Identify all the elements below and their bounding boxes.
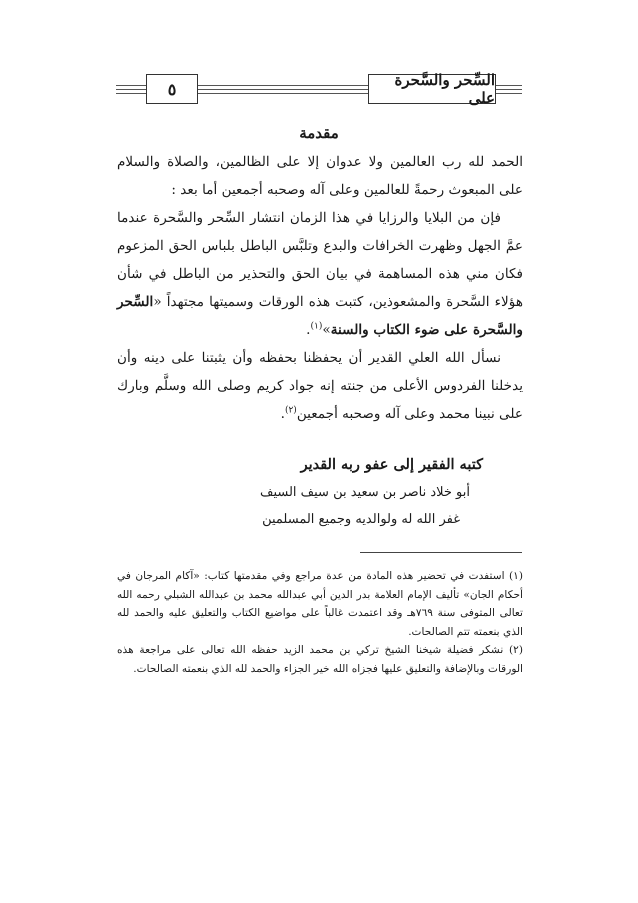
footnote-2: (٢) نشكر فضيلة شيخنا الشيخ تركي بن محمد الزيد حفظه الله تعالى على مراجعة هذه الورقات وبالإضافة والتعليق عليها فجزاه الله خير الجزاء والحمد لله الذي بنعمته الصالحات. (117, 644, 523, 675)
section-heading: مقدمة (299, 124, 339, 142)
footnote-1: (١) استفدت في تحضير هذه المادة من عدة مراجع وفي مقدمتها كتاب: «آكام المرجان في أحكام الجان» تأليف الإمام العلامة بدر الدين أبي عبدالله محمد بن عبدالله الشبلي رحمه الله تعالى المتوفى سنة ٧٦٩هـ وقد اعتمدت غالباً على مواضيع الكتاب والتعليق عليه والحمد لله الذي بنعمته تتم الصالحات. (117, 570, 523, 638)
footnote-separator (360, 552, 522, 553)
paragraph-text: فإن من البلايا والرزايا في هذا الزمان انتشار السِّحر والسَّحرة عندما عمَّ الجهل وظهرت الخرافات والبدع وتلبَّس الباطل بلباس الحق المزعوم فكان مني هذه المساهمة في بيان الحق والتحذير من الباطل في شأن هؤلاء السَّحرة والمشعوذين، كتبت هذه الورقات وسميتها مجتهداً « (117, 210, 523, 310)
paragraph-opening: الحمد لله رب العالمين ولا عدوان إلا على الظالمين، والصلاة والسلام على المبعوث رحمةً للعالمين وعلى آله وصحبه أجمعين أما بعد : (117, 154, 523, 198)
author-prayer: غفر الله له ولوالديه وجميع المسلمين (262, 512, 460, 527)
page-number: ٥ (146, 74, 198, 104)
quote-close: » (322, 322, 331, 338)
paragraph-reason (117, 204, 523, 344)
running-header-title: السِّحر والسَّحرة على (368, 74, 496, 104)
signature-title: كتبه الفقير إلى عفو ربه القدير (300, 456, 483, 473)
author-name: أبو خلاد ناصر بن سعيد بن سيف السيف (259, 485, 470, 500)
sentence-end: . (306, 322, 311, 338)
book-title: السِّحر والسَّحرة على ضوء الكتاب والسنة (117, 294, 523, 338)
paragraph-prayer (117, 344, 523, 428)
footnote-ref-2: (٢) (284, 405, 297, 416)
body-text (117, 148, 523, 428)
footnotes (117, 567, 523, 678)
sentence-end: . (280, 406, 285, 422)
paragraph-text: نسأل الله العلي القدير أن يحفظنا بحفظه وأن يثبتنا على دينه وأن يدخلنا الفردوس الأعلى من جنته إنه جواد كريم وصلى الله وسلَّم وبارك على نبينا محمد وعلى آله وصحبه أجمعين (117, 350, 523, 422)
footnote-ref-1: (١) (310, 321, 323, 332)
